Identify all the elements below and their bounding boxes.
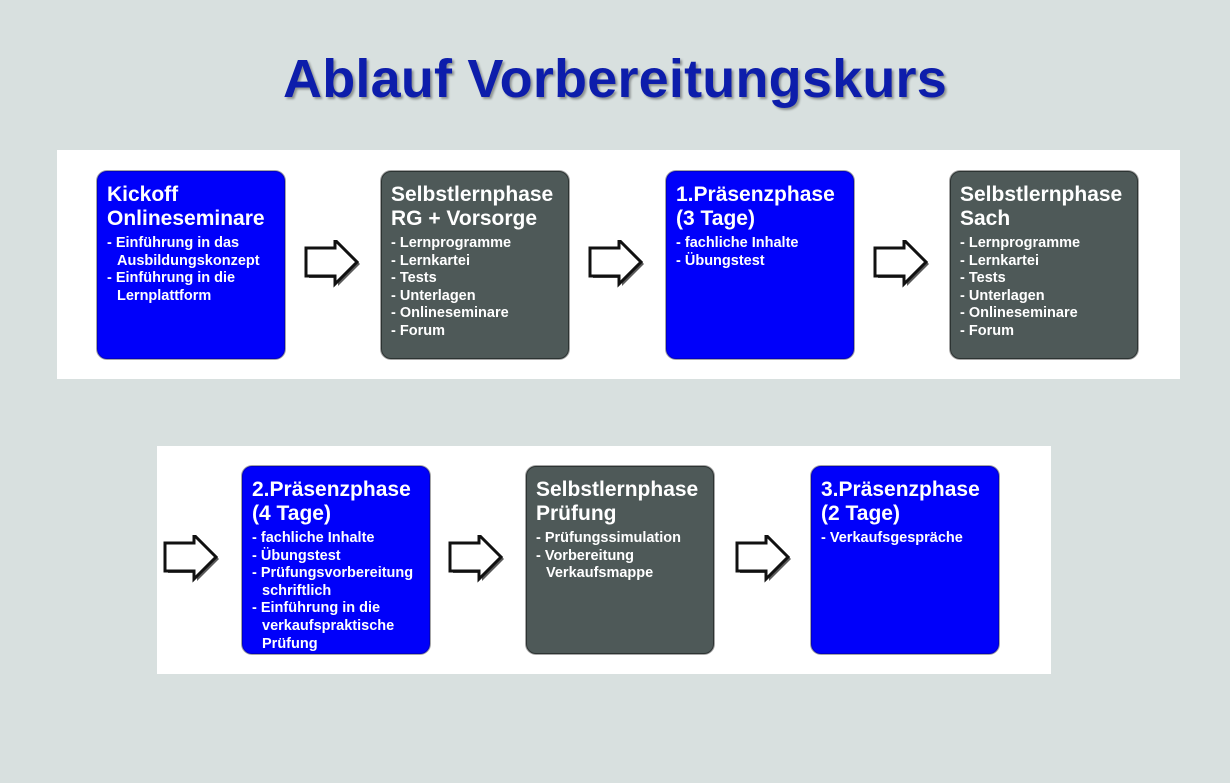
step-title: Selbstlernphase Sach [960,183,1123,230]
step-items [821,530,998,548]
step-item: - Lernkartei [960,253,1137,271]
step-praesenz-2-box [242,466,430,654]
step-item: - Tests [960,270,1137,288]
step-item: - Einführung in die Lernplattform [107,270,284,305]
step-item: - Unterlagen [960,288,1137,306]
step-item: - fachliche Inhalte [252,530,429,548]
step-items [960,235,1137,341]
step-item: - Forum [391,323,568,341]
step-item: - Lernprogramme [391,235,568,253]
step-items [536,530,713,583]
step-item: - Lernprogramme [960,235,1137,253]
page-title: Ablauf Vorbereitungskurs [283,49,947,109]
step-praesenz-3-box [811,466,999,654]
step-selbstlern-pruefung-box [526,466,714,654]
step-kickoff-box [97,171,285,359]
right-arrow-icon [161,535,221,583]
step-selbstlern-rg-box [381,171,569,359]
step-praesenz-1-box [666,171,854,359]
step-item: - fachliche Inhalte [676,235,853,253]
step-item: - Vorbereitung Verkaufsmappe [536,548,713,583]
step-item: - Forum [960,323,1137,341]
right-arrow-icon [302,240,362,288]
step-item: - Tests [391,270,568,288]
right-arrow-icon [733,535,793,583]
step-item: - Lernkartei [391,253,568,271]
right-arrow-icon [446,535,506,583]
step-item: - Verkaufsgespräche [821,530,998,548]
step-items [391,235,568,341]
step-title: 2.Präsenzphase (4 Tage) [252,478,411,525]
right-arrow-icon [871,240,931,288]
step-item: - Unterlagen [391,288,568,306]
step-selbstlern-sach-box [950,171,1138,359]
step-item: - Onlineseminare [960,305,1137,323]
step-item: - Prüfungssimulation [536,530,713,548]
step-item: - Übungstest [676,253,853,271]
step-item: - Prüfungsvorbereitung schriftlich [252,565,429,600]
right-arrow-icon [586,240,646,288]
step-item: - Einführung in das Ausbildungskonzept [107,235,284,270]
step-item: - Onlineseminare [391,305,568,323]
step-title: 1.Präsenzphase (3 Tage) [676,183,835,230]
step-items [676,235,853,270]
step-title: Selbstlernphase Prüfung [536,478,699,525]
step-title: Kickoff Onlineseminare [107,183,265,230]
step-item: - Einführung in die verkaufspraktische Prüfung [252,600,429,653]
step-item: - Übungstest [252,548,429,566]
step-title: 3.Präsenzphase (2 Tage) [821,478,980,525]
step-items [107,235,284,305]
step-title: Selbstlernphase RG + Vorsorge [391,183,554,230]
step-items [252,530,429,653]
